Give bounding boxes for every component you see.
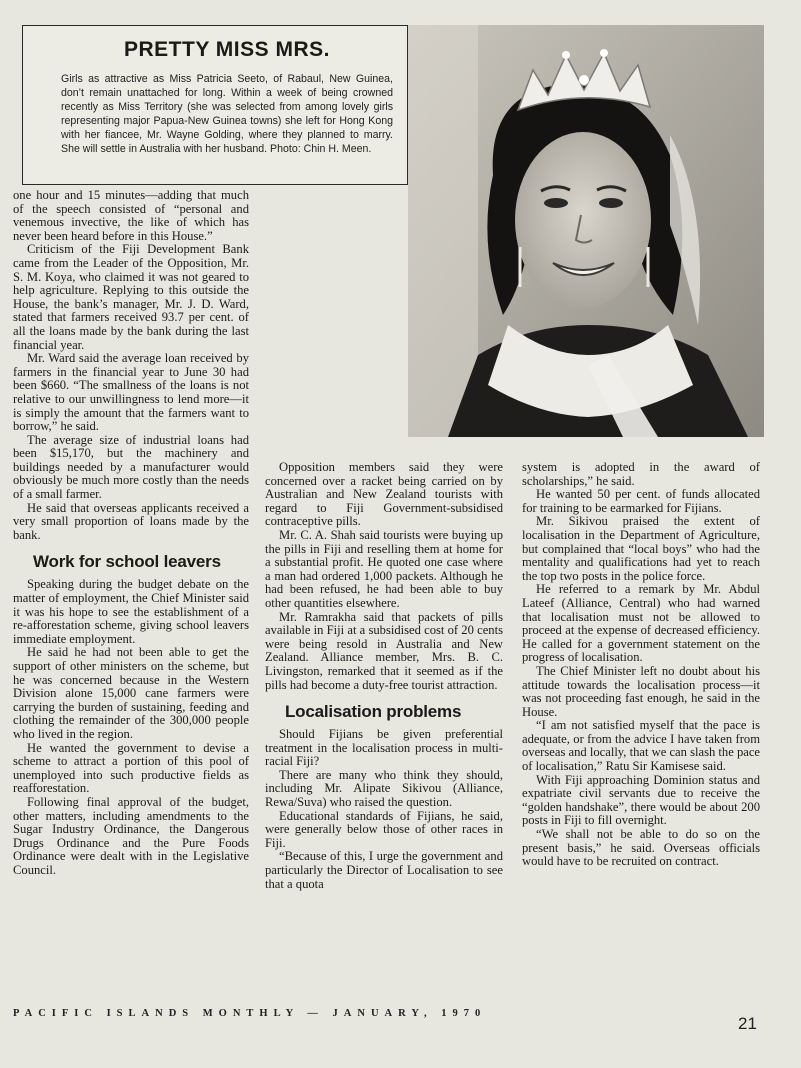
article-column-2 [265, 461, 503, 891]
paragraph: The Chief Minister left no doubt about his attitude towards the localisation process—it was not proceeding fast enough, he said in the House. [522, 663, 760, 719]
paragraph: There are many who think they should, including Mr. Alipate Sikivou (Alliance, Rewa/Suva) who raised the question. [265, 767, 503, 810]
paragraph: He said that overseas applicants received a very small proportion of loans made by the bank. [13, 500, 249, 542]
paragraph: Criticism of the Fiji Development Bank came from the Leader of the Opposition, Mr. S. M. Koya, who claimed it was not geared to help agriculture. Replying to this outside the House, the bank’s manager, Mr. J. D. Ward, stated that farmers received 93.7 per cent. of all the loans made by the bank during the last financial year. [13, 242, 249, 352]
section-heading: Work for school leavers [33, 552, 221, 572]
paragraph: Following final approval of the budget, other matters, including amendments to the Sugar Industry Ordinance, the Dangerous Drugs Ordinance and the Pure Foods Ordinance were dealt with in the Legislative Council. [13, 794, 249, 877]
photo-caption-box [22, 25, 408, 185]
caption-title: PRETTY MISS MRS. [124, 38, 330, 61]
paragraph: Speaking during the budget debate on the matter of employment, the Chief Minister said it was his hope to see the establishment of a re-afforestation scheme, giving school leavers immediate employment. [13, 577, 249, 646]
paragraph: Mr. Ward said the average loan received by farmers in the financial year to June 30 had been $660. “The smallness of the loans is not relative to our unwillingness to lend more—it is simply the amount that the farmers want to borrow,” he said. [13, 351, 249, 434]
paragraph: one hour and 15 minutes—adding that much of the speech consisted of “personal and venemous invective, the like of which has never been heard before in this House.” [13, 188, 249, 243]
paragraph: “We shall not be able to do so on the present basis,” he said. Overseas officials would have to be recruited on contract. [522, 827, 760, 869]
paragraph: Educational standards of Fijians, he said, were generally below those of other races in Fiji. [265, 808, 503, 850]
portrait-photo [408, 25, 764, 437]
article-column-1 [13, 189, 249, 878]
magazine-masthead-footer: PACIFIC ISLANDS MONTHLY — JANUARY, 1970 [13, 1008, 487, 1019]
paragraph: Should Fijians be given preferential treatment in the localisation process in multi-racial Fiji? [265, 727, 503, 769]
paragraph: system is adopted in the award of scholarships,” he said. [522, 460, 760, 488]
paragraph: The average size of industrial loans had been $15,170, but the machinery and buildings needed by a manufacturer would obviously be much more costly than the needs of a small farmer. [13, 432, 249, 502]
paragraph: He referred to a remark by Mr. Abdul Lateef (Alliance, Central) who had warned that localisation must not be allowed to proceed at the expense of decreased efficiency. He called for a government statement on the progress of localisation. [522, 582, 760, 665]
paragraph: “I am not satisfied myself that the pace is adequate, or from the advice I have taken from overseas and locally, that we can slash the pace of localisation,” Ratu Sir Kamisese said. [522, 718, 761, 774]
article-column-3 [522, 461, 760, 869]
paragraph: Mr. Sikivou praised the extent of localisation in the Department of Agriculture, but complained that “local boys” who had the mentality and qualifications had yet to reach the top two posts in the police force. [522, 514, 760, 583]
caption-text: Girls as attractive as Miss Patricia Seeto, of Rabaul, New Guinea, don’t remain unattached for long. Within a week of being crowned recently as Miss Territory (she was selected from among lovely girls representing major Papua-New Guinea towns) she left for Hong Kong with her fiancee, Mr. Wayne Golding, where they planned to marry. She will settle in Australia with her husband. Photo: Chin H. Meen. [61, 73, 393, 155]
paragraph: “Because of this, I urge the government and particularly the Director of Localisation to see that a quota [265, 849, 503, 891]
paragraph: Mr. Ramrakha said that packets of pills available in Fiji at a subsidised cost of 20 cents were being resold in Australia and New Zealand. Alliance member, Mrs. B. C. Livingston, remarked that it seemed as if the pills had become a duty-free tourist attraction. [265, 609, 503, 692]
paragraph: He wanted the government to devise a scheme to attract a portion of this pool of unemployed into such productive fields as reafforestation. [13, 740, 249, 796]
paragraph: Mr. C. A. Shah said tourists were buying up the pills in Fiji and reselling them at home for a substantial profit. He quoted one case where a man had ordered 1,000 packets. Although he had been refused, he had been able to buy other quantities elsewhere. [265, 527, 503, 610]
page-number: 21 [738, 1014, 757, 1033]
paragraph: He said he had not been able to get the support of other ministers on the scheme, but he was concerned because in the Western Division alone 15,000 cane farmers were carrying the burden of sustaining, feeding and clothing the remainder of the 300,000 people who lived in the region. [13, 645, 249, 741]
section-heading: Localisation problems [285, 702, 462, 722]
paragraph: He wanted 50 per cent. of funds allocated for training to be earmarked for Fijians. [522, 487, 760, 515]
portrait-photo-icon [408, 25, 764, 437]
paragraph: With Fiji approaching Dominion status and expatriate civil servants due to receive the “golden handshake”, there would be about 200 posts in Fiji to fill overnight. [522, 772, 760, 828]
paragraph: Opposition members said they were concerned over a racket being carried on by Australian and New Zealand tourists with regard to Fiji Government-subsidised contraceptive pills. [265, 460, 503, 529]
